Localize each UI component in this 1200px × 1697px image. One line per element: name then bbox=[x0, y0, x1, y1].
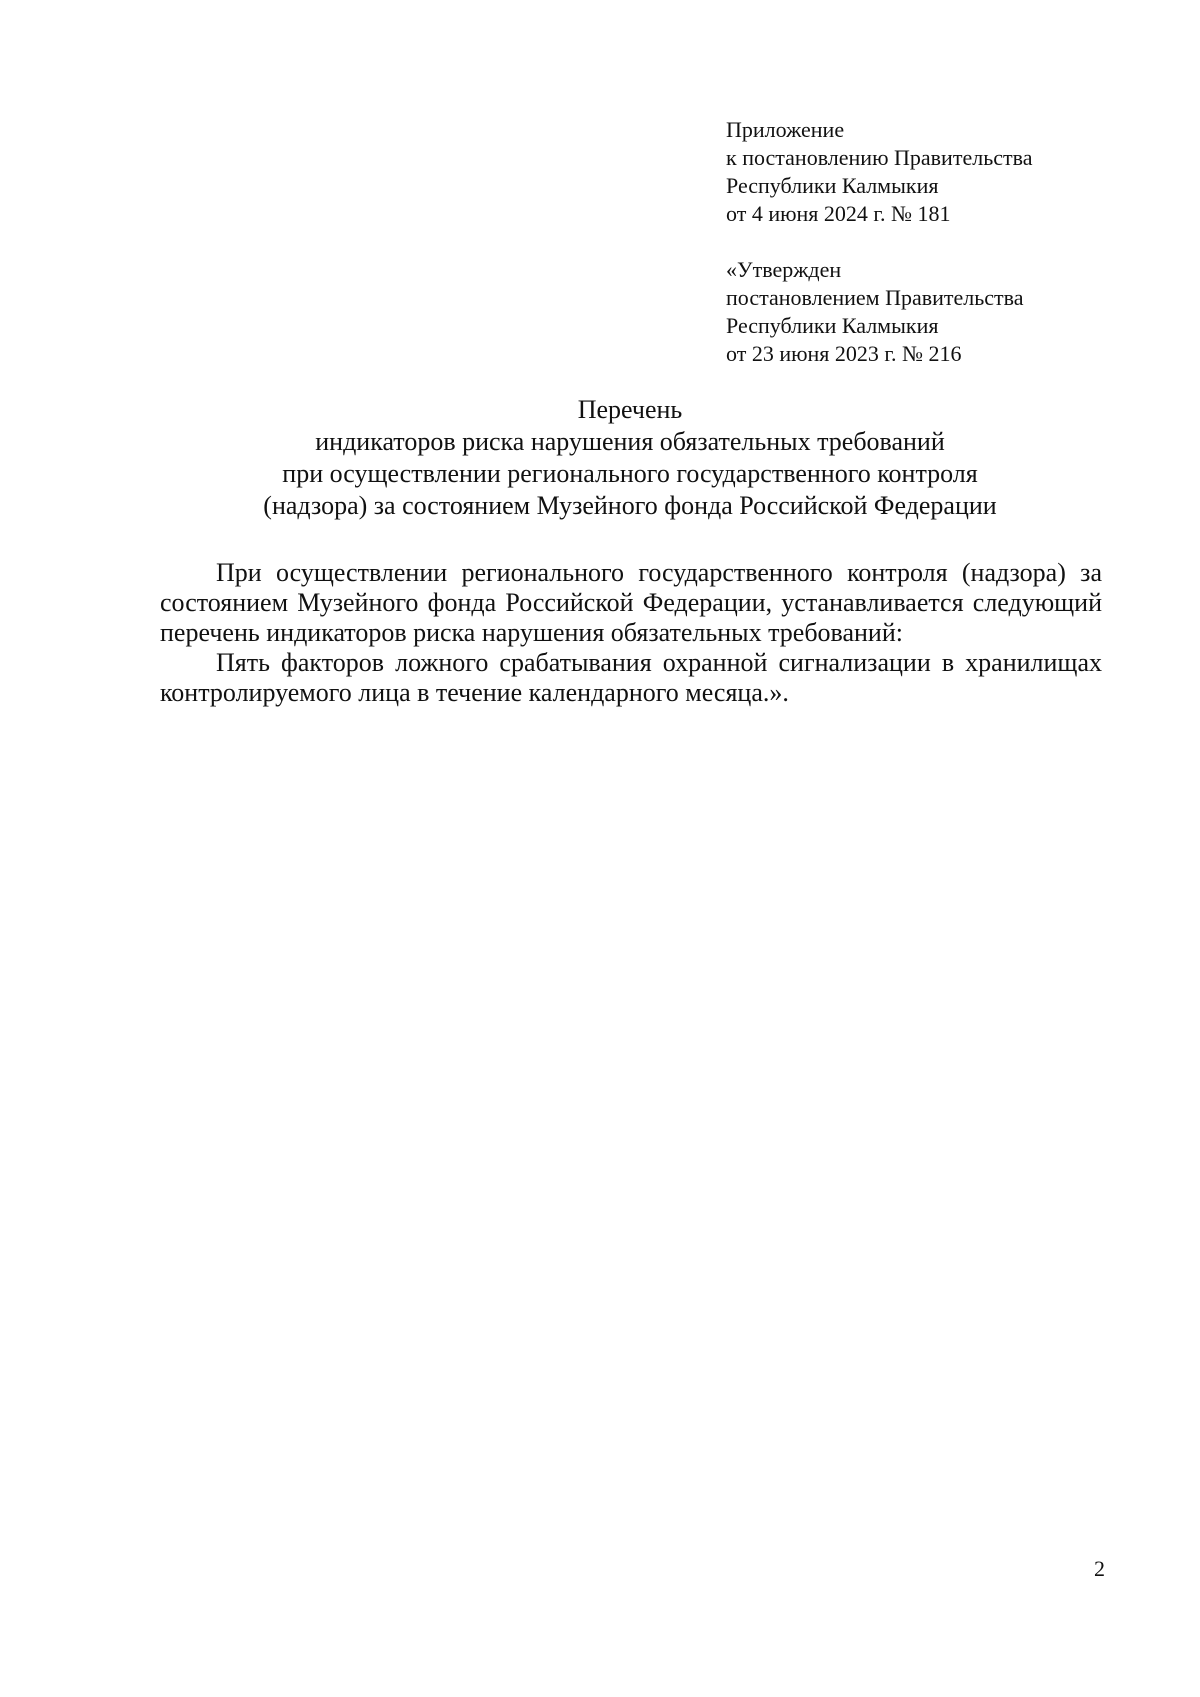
approval-line: от 23 июня 2023 г. № 216 bbox=[726, 341, 962, 366]
body-paragraph-2: Пять факторов ложного срабатывания охранной сигнализации в хранилищах контролируемого лица в течение календарного месяца.». bbox=[160, 648, 1102, 707]
appendix-line: Приложение bbox=[726, 117, 845, 142]
title-line: индикаторов риска нарушения обязательных требований bbox=[315, 427, 945, 456]
title-line: Перечень bbox=[577, 395, 683, 424]
title-line: при осуществлении регионального государственного контроля bbox=[282, 459, 978, 488]
document-body bbox=[160, 558, 1102, 708]
appendix-line: к постановлению Правительства bbox=[726, 145, 1033, 170]
title-line: (надзора) за состоянием Музейного фонда Российской Федерации bbox=[263, 491, 997, 520]
appendix-line: Республики Калмыкия bbox=[726, 173, 939, 198]
document-title bbox=[150, 394, 1110, 522]
approval-line: Республики Калмыкия bbox=[726, 313, 939, 338]
approval-header bbox=[726, 256, 1146, 368]
appendix-line: от 4 июня 2024 г. № 181 bbox=[726, 201, 951, 226]
approval-line: постановлением Правительства bbox=[726, 285, 1024, 310]
approval-line: «Утвержден bbox=[726, 257, 842, 282]
page-number: 2 bbox=[1094, 1556, 1105, 1581]
appendix-header bbox=[726, 116, 1146, 228]
body-paragraph-1: При осуществлении регионального государственного контроля (надзора) за состоянием Музейного фонда Российской Федерации, устанавливается следующий перечень индикаторов риска нарушения обязательных требований: bbox=[160, 558, 1102, 647]
